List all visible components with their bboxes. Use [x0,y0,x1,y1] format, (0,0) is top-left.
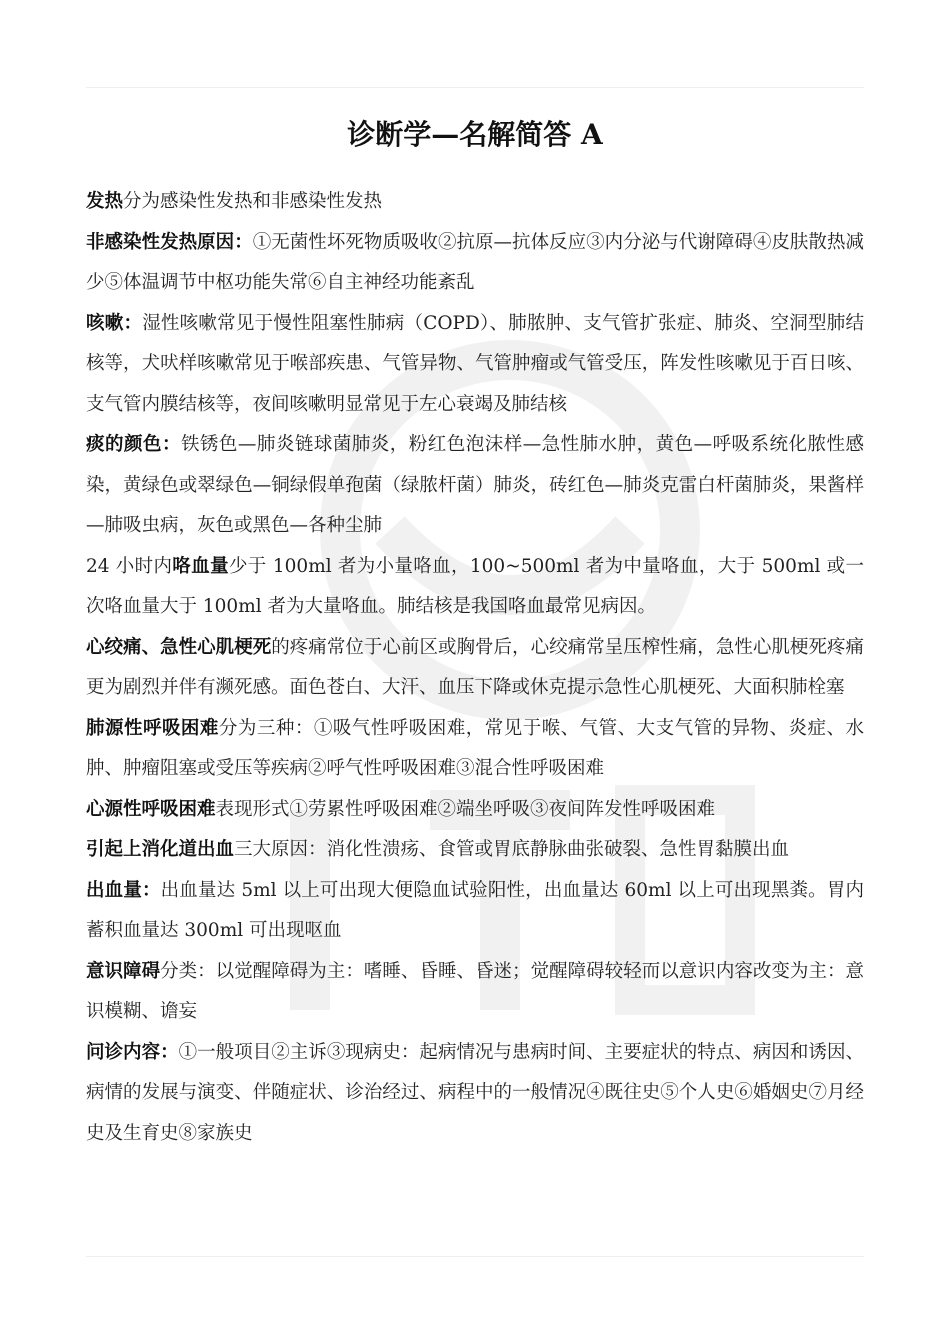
paragraph-prefix: 24 小时内 [86,555,173,577]
term: 咳嗽： [86,312,143,334]
paragraph-hemoptysis [86,547,864,628]
page-title: 诊断学—名解简答 A [347,118,603,151]
term: 心绞痛、急性心肌梗死 [86,636,272,658]
paragraph-inquiry-content [86,1033,864,1155]
paragraph-cardiac-dyspnea [86,790,864,831]
paragraph-text: ①一般项目②主诉③现病史：起病情况与患病时间、主要症状的特点、病因和诱因、病情的发展与演变、伴随症状、诊治经过、病程中的一般情况④既往史⑤个人史⑥婚姻史⑦月经史及生育史⑧家族史 [86,1041,864,1144]
paragraph-text: 湿性咳嗽常见于慢性阻塞性肺病（COPD）、肺脓肿、支气管扩张症、肺炎、空洞型肺结核等，犬吠样咳嗽常见于喉部疾患、气管异物、气管肿瘤或气管受压，阵发性咳嗽见于百日咳、支气管内膜结核等，夜间咳嗽明显常见于左心衰竭及肺结核 [86,312,864,415]
paragraph-fever [86,182,864,223]
term: 发热 [86,191,124,212]
paragraph-text: 分类：以觉醒障碍为主：嗜睡、昏睡、昏迷；觉醒障碍较轻而以意识内容改变为主：意识模糊、谵妄 [86,960,864,1022]
term: 咯血量 [172,555,229,577]
term: 引起上消化道出血 [86,839,235,860]
paragraph-noninfectious-fever [86,223,864,304]
term: 出血量： [86,879,161,901]
paragraph-text: 分为三种：①吸气性呼吸困难，常见于喉、气管、大支气管的异物、炎症、水肿、肿瘤阻塞或受压等疾病②呼气性呼吸困难③混合性呼吸困难 [86,717,864,779]
paragraph-upper-gi-bleeding [86,830,864,871]
header-divider [86,87,864,88]
term: 问诊内容： [86,1041,179,1063]
paragraph-chest-pain [86,628,864,709]
term: 痰的颜色： [86,434,181,455]
term: 肺源性呼吸困难 [86,717,219,739]
footer-divider [86,1256,864,1257]
paragraph-text: 分为感染性发热和非感染性发热 [123,191,383,212]
paragraph-pulmonary-dyspnea [86,709,864,790]
paragraph-text: 表现形式①劳累性呼吸困难②端坐呼吸③夜间阵发性呼吸困难 [215,798,716,820]
paragraph-text: 的疼痛常位于心前区或胸骨后，心绞痛常呈压榨性痛，急性心肌梗死疼痛更为剧烈并伴有濒死感。面色苍白、大汗、血压下降或休克提示急性心肌梗死、大面积肺栓塞 [86,636,864,698]
term: 非感染性发热原因： [86,231,253,253]
paragraph-text: ①无菌性坏死物质吸收②抗原—抗体反应③内分泌与代谢障碍④皮肤散热减少⑤体温调节中枢功能失常⑥自主神经功能紊乱 [86,231,864,293]
paragraph-text: 铁锈色—肺炎链球菌肺炎，粉红色泡沫样—急性肺水肿，黄色—呼吸系统化脓性感染，黄绿色或翠绿色—铜绿假单孢菌（绿脓杆菌）肺炎，砖红色—肺炎克雷白杆菌肺炎，果酱样—肺吸虫病，灰色或黑色—各种尘肺 [86,434,864,536]
document-body [86,182,864,1154]
term: 意识障碍 [86,960,161,982]
paragraph-text: 三大原因：消化性溃疡、食管或胃底静脉曲张破裂、急性胃黏膜出血 [234,839,790,860]
paragraph-text: 出血量达 5ml 以上可出现大便隐血试验阳性，出血量达 60ml 以上可出现黑粪。胃内蓄积血量达 300ml 可出现呕血 [86,879,864,941]
paragraph-text: 少于 100ml 者为小量咯血，100~500ml 者为中量咯血，大于 500ml 或一次咯血量大于 100ml 者为大量咯血。肺结核是我国咯血最常见病因。 [86,555,865,617]
paragraph-bleeding-volume [86,871,864,952]
paragraph-sputum-color [86,425,864,547]
paragraph-cough [86,304,864,426]
paragraph-consciousness-disorder [86,952,864,1033]
term: 心源性呼吸困难 [86,798,216,820]
